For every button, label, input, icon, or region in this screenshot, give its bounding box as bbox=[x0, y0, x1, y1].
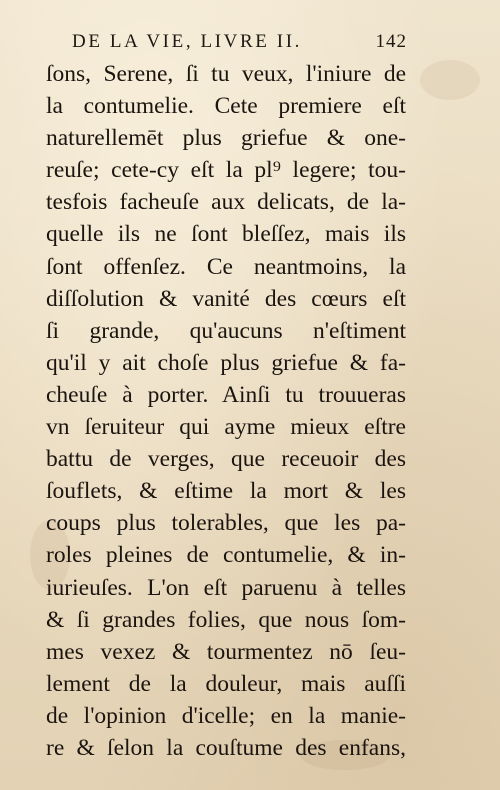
text-line: re & ſelon la couſtume des enfans, bbox=[46, 734, 406, 761]
page-number: 142 bbox=[375, 31, 407, 52]
text-line: ſouflets, & eſtime la mort & les bbox=[46, 478, 406, 505]
text-line: roles pleines de contumelie, & in- bbox=[46, 542, 406, 569]
text-line: lement de la douleur, mais auſſi bbox=[46, 670, 406, 697]
text-line: cheuſe à porter. Ainſi tu trouueras bbox=[46, 381, 406, 408]
text-line: quelle ils ne ſont bleſſez, mais ils bbox=[46, 221, 406, 248]
text-line: naturellemēt plus griefue & one- bbox=[46, 125, 406, 152]
text-line: battu de verges, que receuoir des bbox=[46, 446, 406, 473]
text-line: ſont offenſez. Ce neantmoins, la bbox=[46, 253, 406, 280]
text-line: ſons, Serene, ſi tu veux, l'iniure de bbox=[46, 61, 406, 87]
text-line: vn ſeruiteur qui ayme mieux eſtre bbox=[46, 414, 406, 441]
text-line: coups plus tolerables, que les pa- bbox=[46, 510, 406, 537]
text-line: tesfois facheuſe aux delicats, de la- bbox=[46, 189, 406, 216]
text-line: reuſe; cete-cy eſt la pl⁹ legere; tou- bbox=[46, 157, 406, 184]
text-line: & ſi grandes folies, que nous ſom- bbox=[46, 606, 406, 633]
text-line: de l'opinion d'icelle; en la manie- bbox=[46, 702, 406, 729]
text-line: ſi grande, qu'aucuns n'eſtiment bbox=[46, 317, 406, 344]
text-line: iurieuſes. L'on eſt paruenu à telles bbox=[46, 574, 406, 601]
text-line: mes vexez & tourmentez nō ſeu- bbox=[46, 638, 406, 665]
running-head bbox=[72, 28, 407, 56]
paper-stain bbox=[420, 60, 480, 100]
text-line: qu'il y ait choſe plus griefue & fa- bbox=[46, 349, 406, 376]
text-line: la contumelie. Cete premiere eſt bbox=[46, 93, 406, 120]
running-title: DE LA VIE, LIVRE II. bbox=[72, 31, 303, 52]
text-block bbox=[46, 58, 406, 764]
text-line: diſſolution & vanité des cœurs eſt bbox=[46, 285, 406, 312]
